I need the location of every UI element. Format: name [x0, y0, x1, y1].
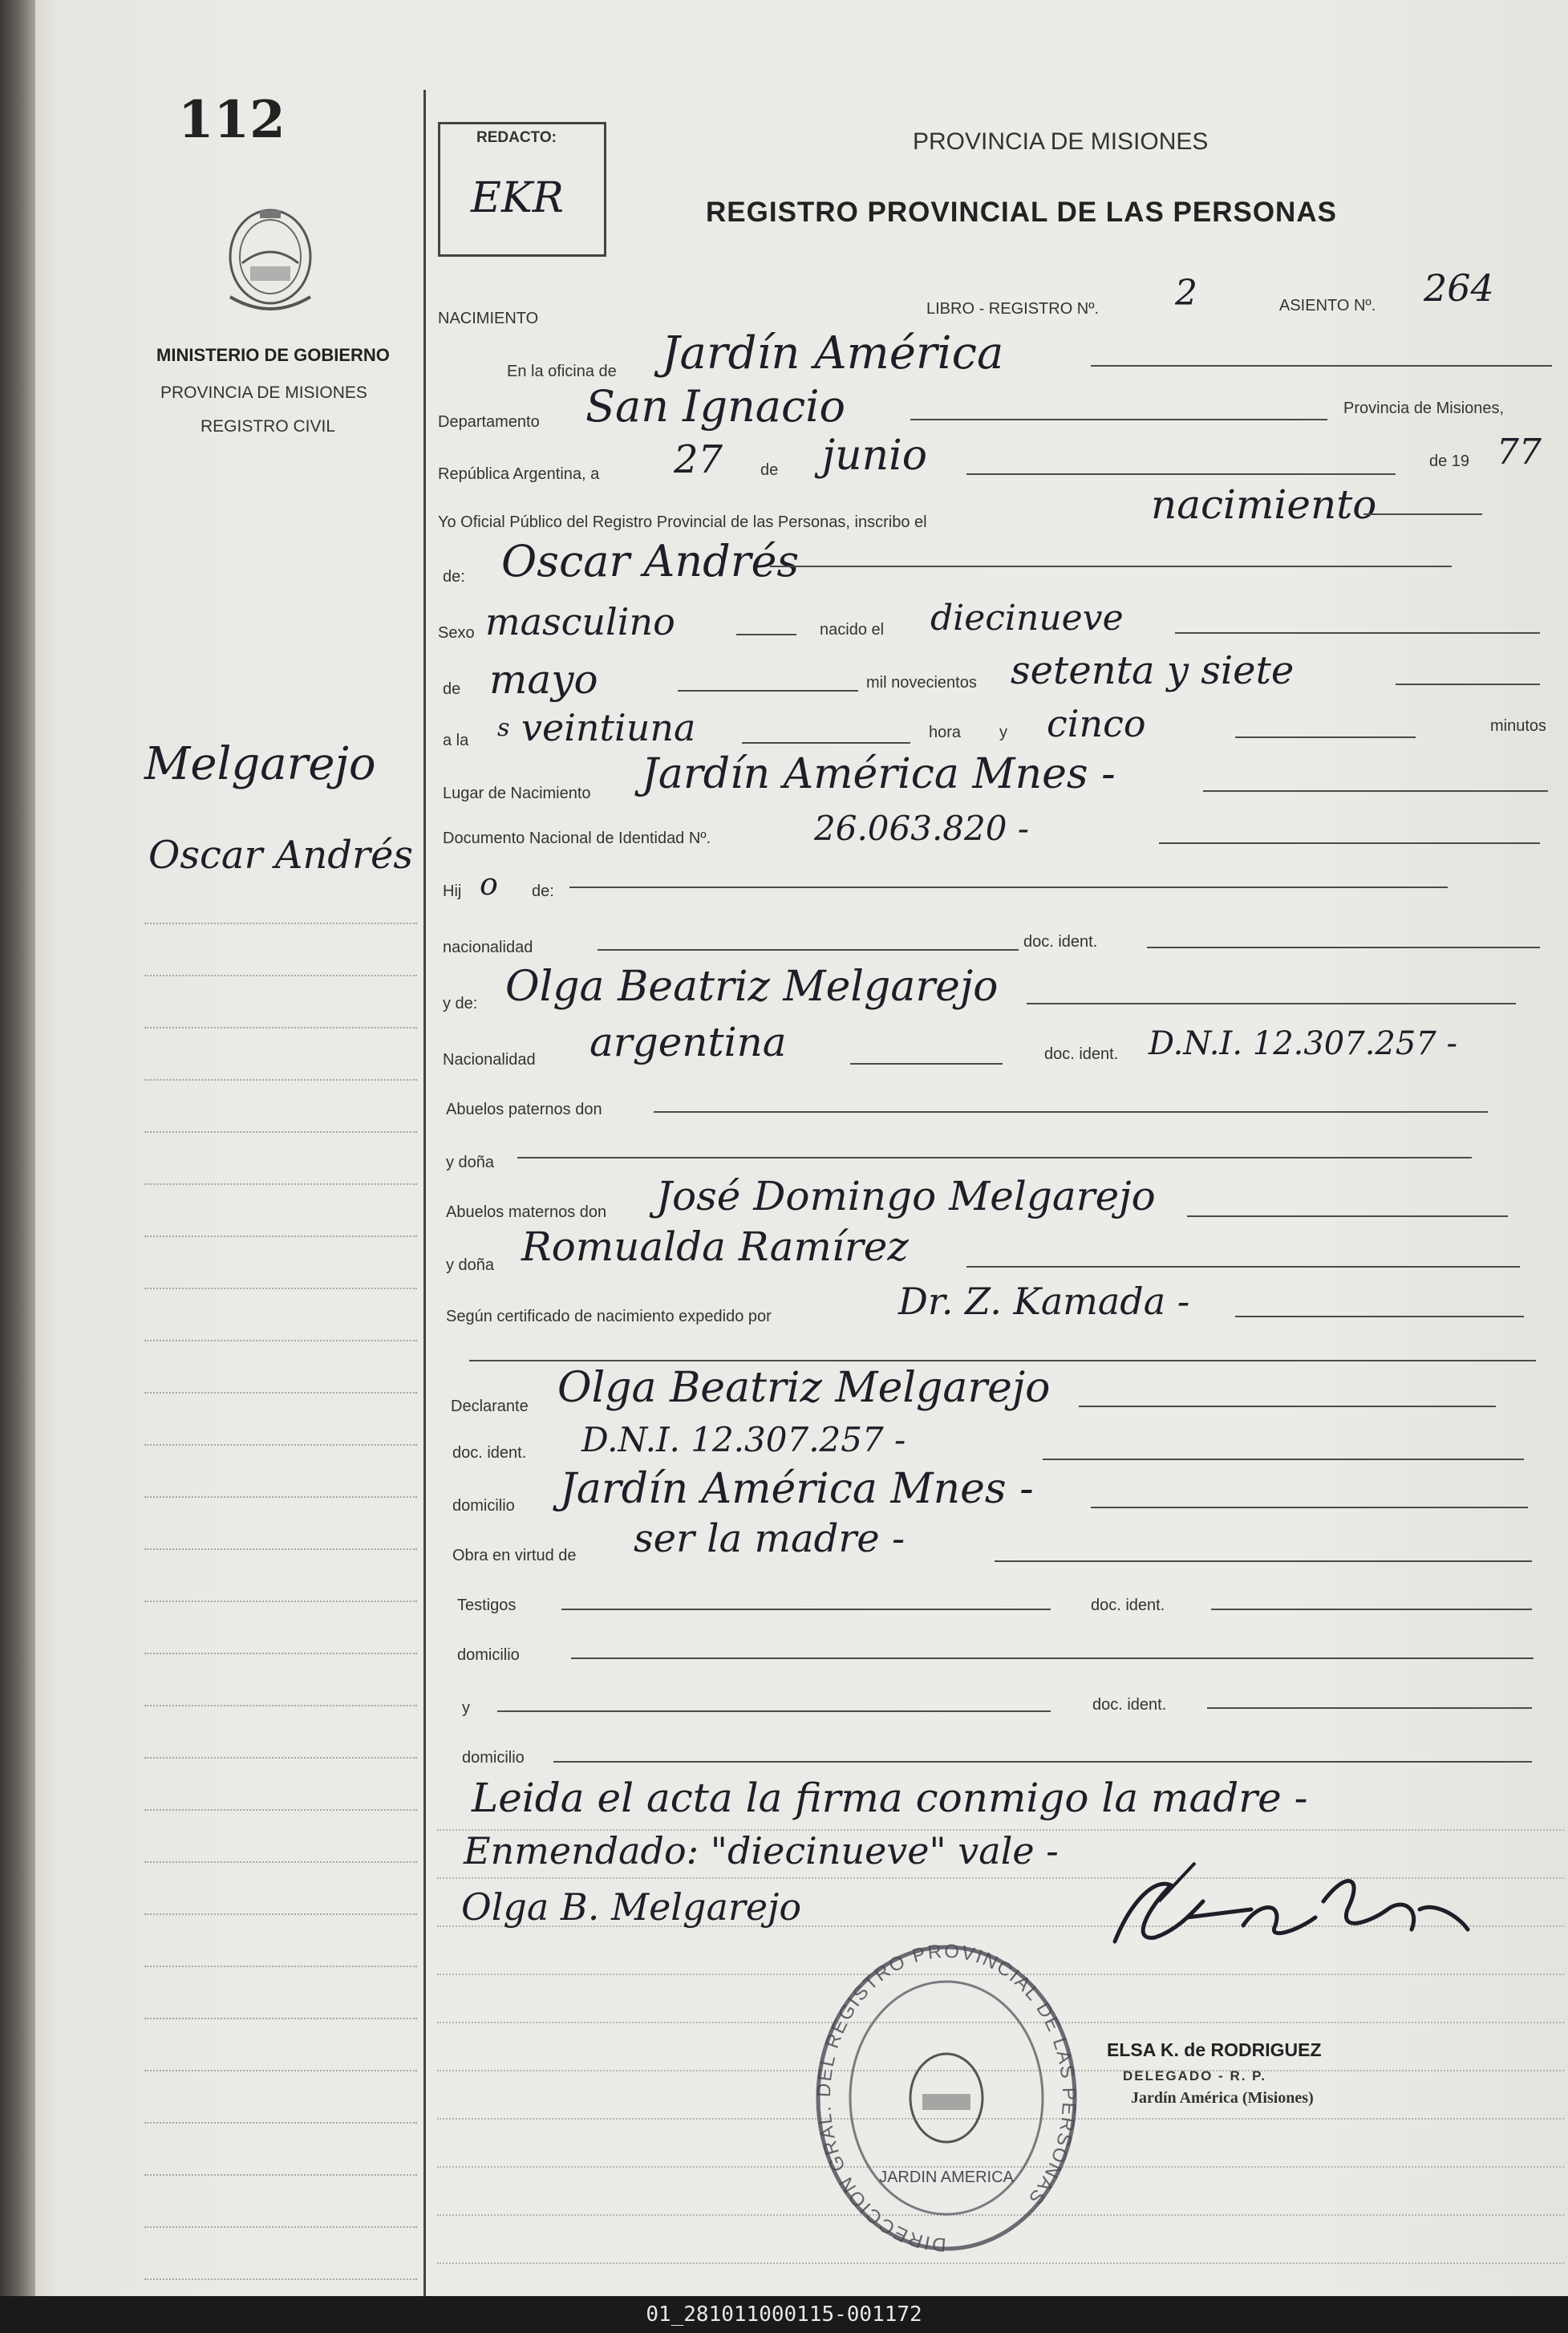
closing-line-2: Enmendado: "diecinueve" vale - [464, 1829, 1059, 1872]
redacto-box [438, 122, 606, 257]
segun-label: Según certificado de nacimiento expedido por [446, 1308, 772, 1325]
stamp-text: DIRECCION GRAL. DEL REGISTRO PROVINCIAL DE LAS PERSONAS [812, 1941, 1080, 2256]
hora-value: veintiuna [521, 706, 696, 749]
book-binding [0, 0, 35, 2296]
redacto-label: REDACTO: [476, 129, 557, 146]
oficina-label: En la oficina de [507, 363, 617, 380]
margin-divider [423, 90, 426, 2296]
official-signature [1083, 1853, 1484, 1974]
declarante-value: Olga Beatriz Melgarejo [557, 1364, 1051, 1412]
doc-ident2-label: doc. ident. [1044, 1045, 1119, 1063]
nacido-mes-value: mayo [489, 656, 598, 703]
republica-label: República Argentina, a [438, 465, 600, 483]
nacido-anio-value: setenta y siete [1011, 648, 1295, 693]
obra-label: Obra en virtud de [452, 1547, 577, 1564]
nacido-el-label: nacido el [820, 621, 885, 639]
act-type-label: NACIMIENTO [438, 310, 539, 327]
abuela-materna-value: Romualda Ramírez [521, 1223, 909, 1270]
doc-ident5-label: doc. ident. [1092, 1696, 1167, 1714]
official-name: ELSA K. de RODRIGUEZ [1107, 2039, 1322, 2060]
y-dona2-label: y doña [446, 1256, 495, 1274]
margin-surname: Melgarejo [144, 738, 376, 790]
page-number: 112 [178, 90, 286, 150]
doc-ident3-label: doc. ident. [452, 1444, 527, 1462]
obra-value: ser la madre - [634, 1516, 906, 1561]
hij-de-label: de: [532, 882, 554, 900]
redacto-initials: EKR [471, 174, 564, 222]
official-stamp [810, 1941, 1083, 2262]
declarante-label: Declarante [451, 1398, 529, 1415]
y-de-label: y de: [443, 995, 478, 1012]
provincia-label: Provincia de Misiones, [1343, 400, 1505, 417]
hora-suffix-value: s [497, 714, 510, 742]
header-province: PROVINCIA DE MISIONES [913, 128, 1209, 155]
lugar-value: Jardín América Mnes - [642, 750, 1116, 798]
domicilio3-label: domicilio [462, 1749, 525, 1767]
ministry-registry: REGISTRO CIVIL [201, 417, 336, 436]
nacionalidad1-label: nacionalidad [443, 939, 533, 956]
dia-value: 27 [674, 437, 723, 482]
footer-id: 01_281011000115-001172 [0, 2296, 1568, 2333]
coat-of-arms-icon [218, 201, 322, 329]
libro-value: 2 [1175, 273, 1197, 314]
madre-value: Olga Beatriz Melgarejo [505, 963, 999, 1011]
official-office: Jardín América (Misiones) [1131, 2089, 1314, 2107]
anio-value: 77 [1497, 432, 1542, 473]
departamento-value: San Ignacio [585, 381, 846, 432]
abuelo-materno-value: José Domingo Melgarejo [656, 1173, 1156, 1219]
minutos-label: minutos [1490, 717, 1547, 735]
de-label: de [760, 461, 779, 479]
stamp-place: JARDIN AMERICA [879, 2169, 1014, 2186]
ministry-province: PROVINCIA DE MISIONES [160, 383, 367, 402]
sexo-value: masculino [485, 600, 675, 643]
de19-label: de 19 [1429, 452, 1470, 470]
documento-label: Documento Nacional de Identidad Nº. [443, 830, 711, 847]
hora-label: hora [929, 724, 962, 741]
doc-ident4-label: doc. ident. [1091, 1597, 1165, 1614]
departamento-label: Departamento [438, 413, 540, 431]
dni-madre-value: D.N.I. 12.307.257 - [1149, 1025, 1457, 1062]
de-nombre-label: de: [443, 568, 465, 586]
y-hora-label: y [999, 724, 1007, 741]
official-role: DELEGADO - R. P. [1123, 2068, 1267, 2083]
oficina-value: Jardín América [662, 327, 1004, 379]
nacionalidad2-label: Nacionalidad [443, 1051, 536, 1069]
minutos-value: cinco [1047, 702, 1146, 745]
closing-line-1: Leida el acta la firma conmigo la madre - [472, 1775, 1308, 1821]
sexo-label: Sexo [438, 624, 475, 642]
y-dona1-label: y doña [446, 1154, 495, 1171]
abuelos-paternos-label: Abuelos paternos don [446, 1101, 602, 1118]
mother-signature: Olga B. Melgarejo [461, 1885, 802, 1929]
hij-label: Hij [443, 882, 462, 900]
mil-novecientos-label: mil novecientos [866, 674, 977, 692]
asiento-value: 264 [1424, 266, 1494, 310]
de-mes-label: de [443, 680, 461, 698]
mes-value: junio [822, 432, 928, 480]
lugar-label: Lugar de Nacimiento [443, 785, 591, 802]
ministry-name: MINISTERIO DE GOBIERNO [156, 345, 390, 365]
asiento-label: ASIENTO Nº. [1279, 297, 1376, 314]
domicilio-value: Jardín América Mnes - [560, 1465, 1034, 1513]
domicilio2-label: domicilio [457, 1646, 520, 1664]
dni-declarante-value: D.N.I. 12.307.257 - [581, 1420, 906, 1459]
margin-names: Oscar Andrés [148, 833, 413, 878]
certificado-value: Dr. Z. Kamada - [898, 1280, 1190, 1323]
y2-label: y [462, 1699, 470, 1717]
testigos-label: Testigos [457, 1597, 517, 1614]
abuelos-maternos-label: Abuelos maternos don [446, 1203, 607, 1221]
domicilio1-label: domicilio [452, 1497, 515, 1515]
a-la-label: a la [443, 732, 469, 749]
nacionalidad-madre-value: argentina [590, 1019, 787, 1065]
doc-ident1-label: doc. ident. [1023, 933, 1098, 951]
nacido-dia-value: diecinueve [930, 598, 1124, 639]
header-title: REGISTRO PROVINCIAL DE LAS PERSONAS [706, 197, 1337, 228]
acto-value: nacimiento [1151, 481, 1377, 528]
yo-oficial-label: Yo Oficial Público del Registro Provincial de las Personas, inscribo el [438, 513, 927, 531]
nombre-value: Oscar Andrés [501, 536, 800, 586]
hij-suffix-value: o [480, 866, 498, 902]
dni-value: 26.063.820 - [814, 809, 1030, 848]
libro-label: LIBRO - REGISTRO Nº. [926, 300, 1100, 318]
